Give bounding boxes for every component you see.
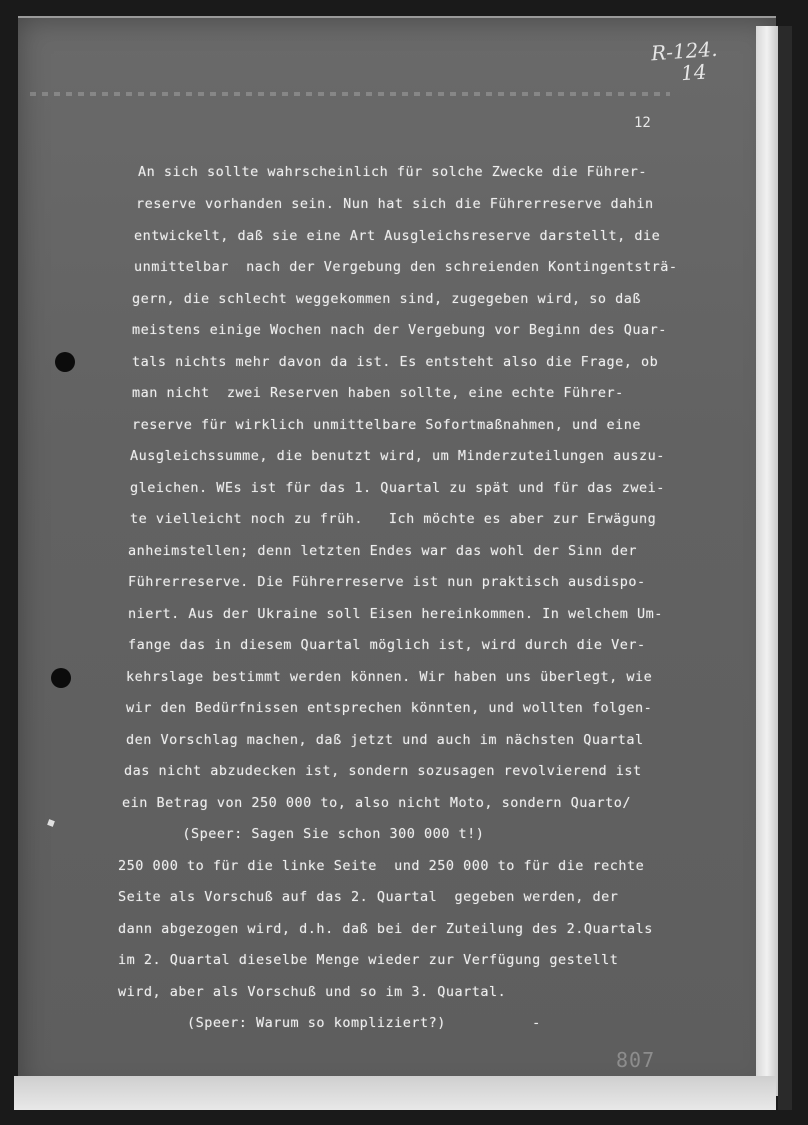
body-line: dann abgezogen wird, d.h. daß bei der Zuteilung des 2.Quartals — [118, 921, 653, 937]
body-line: tals nichts mehr davon da ist. Es entsteht also die Frage, ob — [132, 354, 659, 370]
body-line: gleichen. WEs ist für das 1. Quartal zu spät und für das zwei- — [130, 480, 665, 496]
page-number: 12 — [634, 115, 651, 131]
body-line: reserve vorhanden sein. Nun hat sich die Führerreserve dahin — [136, 196, 654, 212]
body-line: niert. Aus der Ukraine soll Eisen hereinkommen. In welchem Um- — [128, 606, 663, 622]
punch-hole-top — [55, 352, 75, 372]
stamp-number: 807 — [616, 1048, 656, 1072]
scan-right-border — [778, 26, 792, 1110]
body-line: im 2. Quartal dieselbe Menge wieder zur Verfügung gestellt — [118, 952, 619, 968]
body-line: entwickelt, daß sie eine Art Ausgleichsreserve darstellt, die — [134, 228, 661, 244]
body-line: das nicht abzudecken ist, sondern sozusagen revolvierend ist — [124, 763, 642, 779]
archive-mark-line2: 14 — [680, 59, 708, 86]
body-line: unmittelbar nach der Vergebung den schreienden Kontingentsträ- — [134, 259, 678, 275]
body-line: man nicht zwei Reserven haben sollte, eine echte Führer- — [132, 385, 624, 401]
body-line: den Vorschlag machen, daß jetzt und auch im nächsten Quartal — [126, 732, 644, 748]
body-line: ein Betrag von 250 000 to, also nicht Moto, sondern Quarto/ — [122, 795, 632, 811]
body-line: Führerreserve. Die Führerreserve ist nun praktisch ausdispo- — [128, 574, 646, 590]
paper-bottom-edge — [14, 1076, 776, 1110]
archive-mark — [639, 37, 732, 87]
body-line: kehrslage bestimmt werden können. Wir haben uns überlegt, wie — [126, 669, 653, 685]
scan-artifact-line — [30, 92, 670, 96]
body-line: Ausgleichssumme, die benutzt wird, um Minderzuteilungen auszu- — [130, 448, 665, 464]
paper-right-edge — [756, 26, 778, 1096]
archive-mark-line1: R-124. — [650, 36, 719, 66]
body-line: An sich sollte wahrscheinlich für solche Zwecke die Führer- — [138, 164, 648, 180]
body-line: reserve für wirklich unmittelbare Sofortmaßnahmen, und eine — [132, 417, 642, 433]
body-line: anheimstellen; denn letzten Endes war das wohl der Sinn der — [128, 543, 638, 559]
body-line: fange das in diesem Quartal möglich ist, wird durch die Ver- — [128, 637, 646, 653]
body-line: wird, aber als Vorschuß und so im 3. Quartal. — [118, 984, 507, 1000]
body-line: te vielleicht noch zu früh. Ich möchte es aber zur Erwägung — [130, 511, 657, 527]
body-line: Seite als Vorschuß auf das 2. Quartal gegeben werden, der — [118, 889, 619, 905]
body-line-interjection: (Speer: Sagen Sie schon 300 000 t!) — [122, 826, 485, 842]
body-line: meistens einige Wochen nach der Vergebung vor Beginn des Quar- — [132, 322, 667, 338]
body-line: 250 000 to für die linke Seite und 250 000 to für die rechte — [118, 858, 645, 874]
punch-hole-bottom — [51, 668, 71, 688]
body-line: wir den Bedürfnissen entsprechen könnten, und wollten folgen- — [126, 700, 653, 716]
body-line-interjection: (Speer: Warum so kompliziert?) - — [118, 1015, 541, 1031]
body-line: gern, die schlecht weggekommen sind, zugegeben wird, so daß — [132, 291, 642, 307]
